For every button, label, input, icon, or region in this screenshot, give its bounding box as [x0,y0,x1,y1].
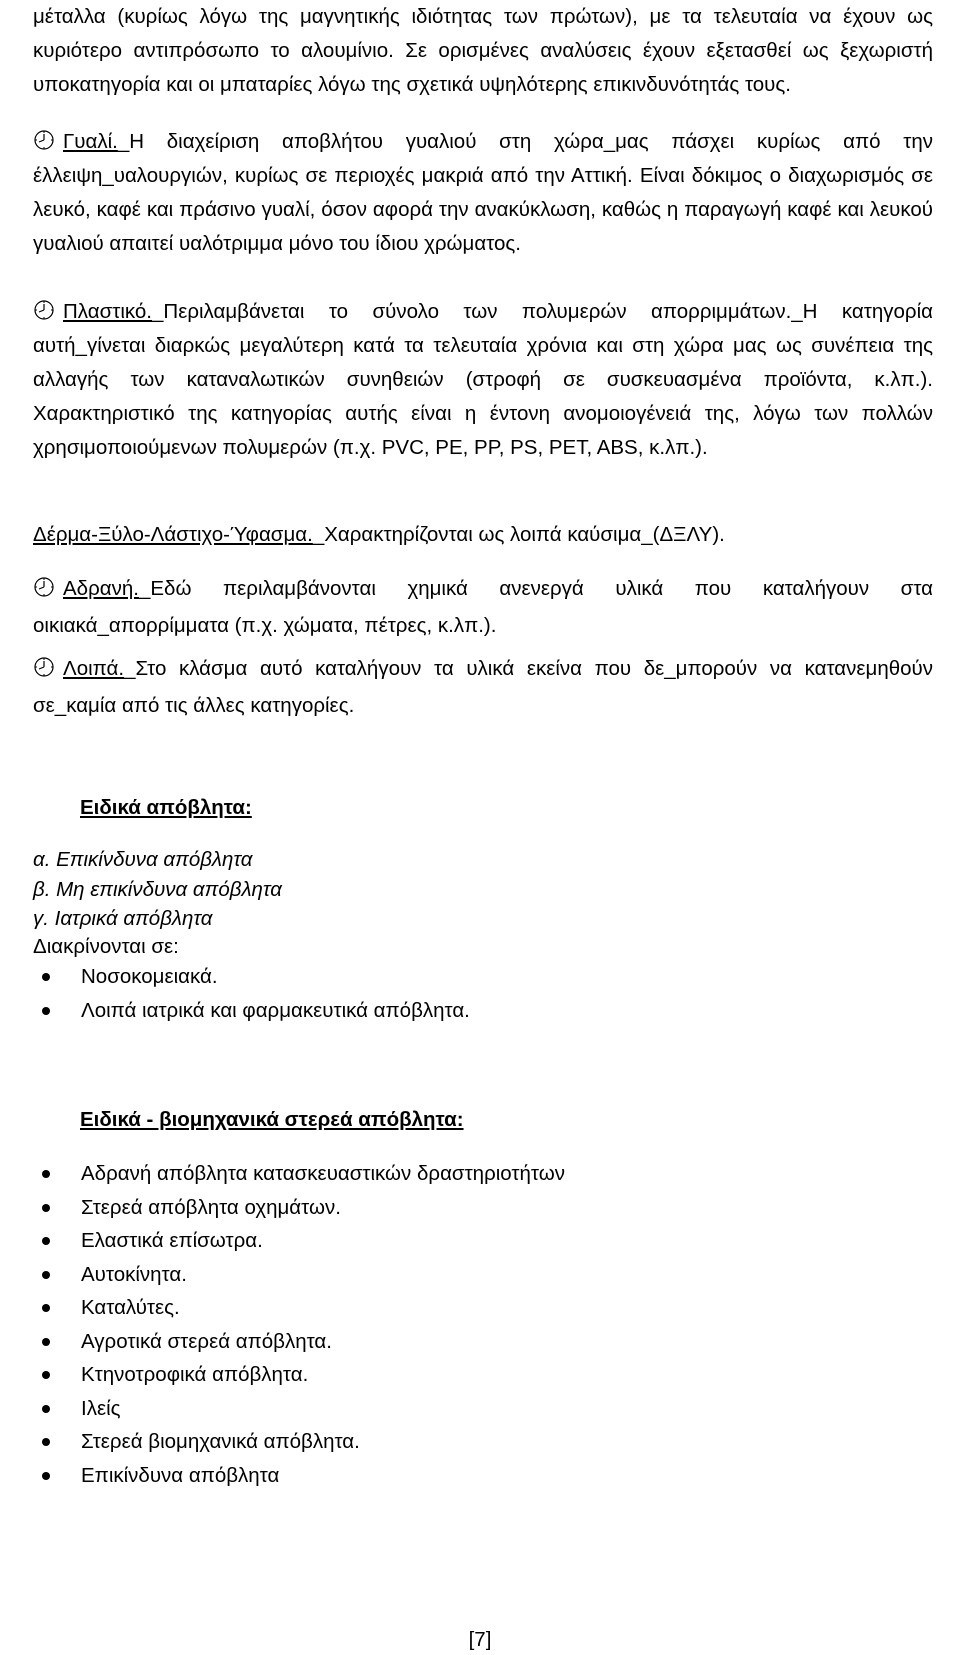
list-item: Αγροτικά στερεά απόβλητα. [33,1325,565,1359]
clock-icon [33,129,55,151]
item-title: Γυαλί. [63,130,118,153]
item-title: Αδρανή. [63,577,139,600]
clock-icon [33,656,55,678]
item-text: _Εδώ περιλαμβάνονται χημικά ανενεργά υλικά που καταλήγουν στα οικιακά_απορρίμματα (π.χ. χώματα, πέτρες, κ.λπ.). [33,577,933,637]
bullet-icon [42,1204,50,1212]
item-plastic [33,295,933,465]
special-heading: Ειδικά απόβλητα: [80,796,252,819]
item-text: _Στο κλάσμα αυτό καταλήγουν τα υλικά εκείνα που δε_μπορούν να κατανεμηθούν σε_καμία από τις άλλες κατηγορίες. [33,657,933,717]
list-item: Στερεά απόβλητα οχημάτων. [33,1191,565,1225]
item-glass [33,125,933,261]
industrial-bullet-list [33,1157,565,1492]
bullet-icon [42,1271,50,1279]
bullet-icon [42,1405,50,1413]
page-number: [7] [468,1628,492,1651]
item-text: _Η διαχείριση αποβλήτου γυαλιού στη χώρα_μας πάσχει κυρίως από την έλλειψη_υαλουργιών, κυρίως σε περιοχές μακριά από την Αττική. Είναι δόκιμος ο διαχωρισμός σε λευκό, καφέ και πράσινο γυαλί, όσον αφορά την ανακύκλωση, καθώς η παραγωγή καφέ και λευκού γυαλιού απαιτεί υαλότριμμα μόνο του ίδιου χρώματος. [33,130,933,255]
item-inert [33,570,933,644]
item-text: _Χαρακτηρίζονται ως λοιπά καύσιμα_(ΔΞΛΥ). [312,523,725,546]
bullet-icon [42,1170,50,1178]
bullet-icon [42,1237,50,1245]
special-item-b: β. Μη επικίνδυνα απόβλητα [33,878,282,901]
list-item: Ιλείς [33,1392,565,1426]
item-leather-wood [33,518,933,552]
special-bullet-list [33,960,470,1027]
list-item: Λοιπά ιατρικά και φαρμακευτικά απόβλητα. [33,994,470,1028]
bullet-icon [42,1438,50,1446]
clock-icon [33,576,55,598]
clock-icon [33,299,55,321]
list-item: Αδρανή απόβλητα κατασκευαστικών δραστηριοτήτων [33,1157,565,1191]
intro-paragraph: μέταλλα (κυρίως λόγω της μαγνητικής ιδιότητας των πρώτων), με τα τελευταία να έχουν ως κυριότερο αντιπρόσωπο το αλουμίνιο. Σε ορισμένες αναλύσεις έχουν εξετασθεί ως ξεχωριστή υποκατηγορία και οι μπαταρίες λόγω της σχετικά υψηλότερης επικινδυνότητάς τους. [33,5,933,96]
item-title: Δέρμα-Ξύλο-Λάστιχο-Ύφασμα. [33,523,313,546]
bullet-icon [42,1371,50,1379]
list-item: Νοσοκομειακά. [33,960,470,994]
item-title: Πλαστικό. [63,300,152,323]
list-item: Καταλύτες. [33,1291,565,1325]
list-item: Στερεά βιομηχανικά απόβλητα. [33,1425,565,1459]
bullet-icon [42,973,50,981]
special-item-c: γ. Ιατρικά απόβλητα [33,907,213,930]
list-item: Κτηνοτροφικά απόβλητα. [33,1358,565,1392]
bullet-icon [42,1304,50,1312]
item-text: _Περιλαμβάνεται το σύνολο των πολυμερών απορριμμάτων._Η κατηγορία αυτή_γίνεται διαρκώς μεγαλύτερη κατά τα τελευταία χρόνια και στη χώρα μας ως συνέπεια της αλλαγής των καταναλωτικών συνηθειών (στροφή σε συσκευασμένα προϊόντα, κ.λπ.). Χαρακτηριστικό της κατηγορίας αυτής είναι η έντονη ανομοιογένειά της, λόγω των πολλών χρησιμοποιούμενων πολυμερών (π.χ. PVC, PE, PP, PS, PET, ABS, κ.λπ.). [33,300,933,459]
industrial-heading: Ειδικά - βιομηχανικά στερεά απόβλητα: [80,1108,464,1131]
list-item: Ελαστικά επίσωτρα. [33,1224,565,1258]
special-item-a: α. Επικίνδυνα απόβλητα [33,848,253,871]
item-title: Λοιπά. [63,657,125,680]
special-distinguished: Διακρίνονται σε: [33,935,179,958]
bullet-icon [42,1338,50,1346]
list-item: Επικίνδυνα απόβλητα [33,1459,565,1493]
bullet-icon [42,1472,50,1480]
list-item: Αυτοκίνητα. [33,1258,565,1292]
bullet-icon [42,1007,50,1015]
item-other [33,650,933,724]
